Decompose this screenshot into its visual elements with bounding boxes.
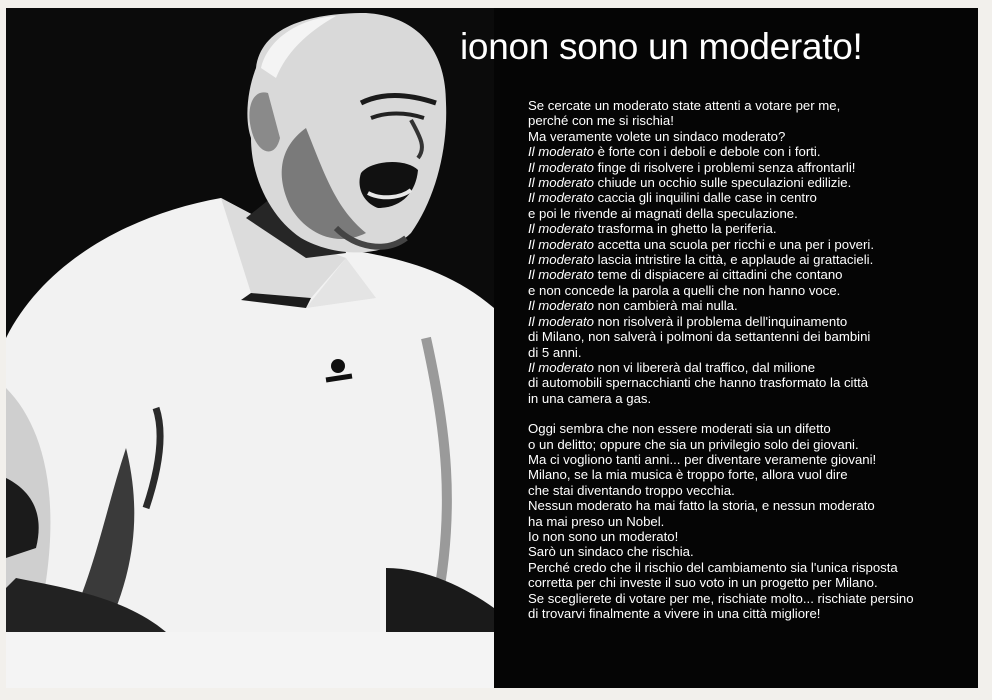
manifesto-line: che stai diventando troppo vecchia. — [528, 482, 735, 498]
italic-lead: Il moderato — [528, 144, 594, 160]
candidate-portrait-image — [6, 8, 494, 632]
photo-bottom-margin — [6, 632, 494, 688]
italic-lead: Il moderato — [528, 298, 594, 314]
manifesto-line: Milano, se la mia musica è troppo forte, allora vuol dire — [528, 467, 848, 483]
line-text: di automobili spernacchianti che hanno trasformato la città — [528, 375, 869, 391]
manifesto-line: Ma ci vogliono tanti anni... per diventare veramente giovani! — [528, 451, 877, 467]
manifesto-line: Perché credo che il rischio del cambiamento sia l'unica risposta — [528, 559, 898, 575]
line-text: teme di dispiacere ai cittadini che contano — [593, 267, 843, 283]
italic-lead: Il moderato — [528, 313, 594, 329]
line-text: e poi le rivende ai magnati della speculazione. — [528, 205, 798, 221]
manifesto-line — [528, 113, 968, 128]
line-text: in una camera a gas. — [528, 390, 652, 406]
line-text: di 5 anni. — [528, 344, 582, 360]
italic-lead: Il moderato — [528, 221, 594, 237]
manifesto-line — [528, 144, 968, 159]
manifesto-paragraph-1 — [528, 98, 968, 406]
manifesto-line — [528, 175, 968, 190]
line-text: non vi libererà dal traffico, dal milione — [593, 359, 816, 375]
manifesto-line: Sarò un sindaco che rischia. — [528, 544, 694, 560]
manifesto-line: o un delitto; oppure che sia un privilegio solo dei giovani. — [528, 436, 859, 452]
manifesto-line — [528, 391, 968, 406]
manifesto-line: Se sceglierete di votare per me, rischiate molto... rischiate persino — [528, 590, 914, 606]
line-text: non cambierà mai nulla. — [593, 298, 738, 314]
manifesto-line — [528, 314, 968, 329]
campaign-poster — [6, 8, 978, 688]
line-text: è forte con i deboli e debole con i forti. — [593, 144, 821, 160]
line-text: chiude un occhio sulle speculazioni edilizie. — [593, 175, 852, 191]
manifesto-line: corretta per chi investe il suo voto in un progetto per Milano. — [528, 575, 878, 591]
manifesto-line — [528, 98, 968, 113]
manifesto-line — [528, 360, 968, 375]
manifesto-line — [528, 190, 968, 205]
manifesto-paragraph-2 — [528, 421, 968, 621]
line-text: finge di risolvere i problemi senza affrontarli! — [593, 159, 856, 175]
manifesto-line — [528, 267, 968, 282]
manifesto-line — [528, 206, 968, 221]
italic-lead: Il moderato — [528, 267, 594, 283]
manifesto-text — [528, 98, 968, 621]
manifesto-line — [528, 329, 968, 344]
manifesto-line — [528, 237, 968, 252]
candidate-photo — [6, 8, 494, 632]
manifesto-line — [528, 252, 968, 267]
line-text: accetta una scuola per ricchi e una per i poveri. — [593, 236, 875, 252]
manifesto-line — [528, 221, 968, 236]
italic-lead: Il moderato — [528, 190, 594, 206]
line-text: lascia intristire la città, e applaude ai grattacieli. — [593, 252, 874, 268]
manifesto-line: Io non sono un moderato! — [528, 528, 679, 544]
poster-headline: ionon sono un moderato! — [460, 26, 863, 67]
line-text: non risolverà il problema dell'inquinamento — [593, 313, 848, 329]
manifesto-line — [528, 298, 968, 313]
line-text: Se cercate un moderato state attenti a votare per me, — [528, 98, 841, 113]
manifesto-line: Oggi sembra che non essere moderati sia un difetto — [528, 421, 831, 437]
italic-lead: Il moderato — [528, 236, 594, 252]
manifesto-line: ha mai preso un Nobel. — [528, 513, 665, 529]
line-text: Ma veramente volete un sindaco moderato? — [528, 128, 786, 144]
line-text: perché con me si rischia! — [528, 113, 674, 129]
line-text: e non concede la parola a quelli che non hanno voce. — [528, 282, 841, 298]
line-text: trasforma in ghetto la periferia. — [593, 221, 777, 237]
italic-lead: Il moderato — [528, 359, 594, 375]
line-text: caccia gli inquilini dalle case in centro — [593, 190, 817, 206]
manifesto-line — [528, 160, 968, 175]
italic-lead: Il moderato — [528, 159, 594, 175]
manifesto-line — [528, 345, 968, 360]
manifesto-line — [528, 129, 968, 144]
manifesto-line — [528, 283, 968, 298]
manifesto-line: di trovarvi finalmente a vivere in una città migliore! — [528, 606, 821, 621]
manifesto-line — [528, 375, 968, 390]
line-text: di Milano, non salverà i polmoni da settantenni dei bambini — [528, 329, 871, 345]
italic-lead: Il moderato — [528, 252, 594, 268]
italic-lead: Il moderato — [528, 175, 594, 191]
manifesto-line: Nessun moderato ha mai fatto la storia, e nessun moderato — [528, 498, 875, 514]
